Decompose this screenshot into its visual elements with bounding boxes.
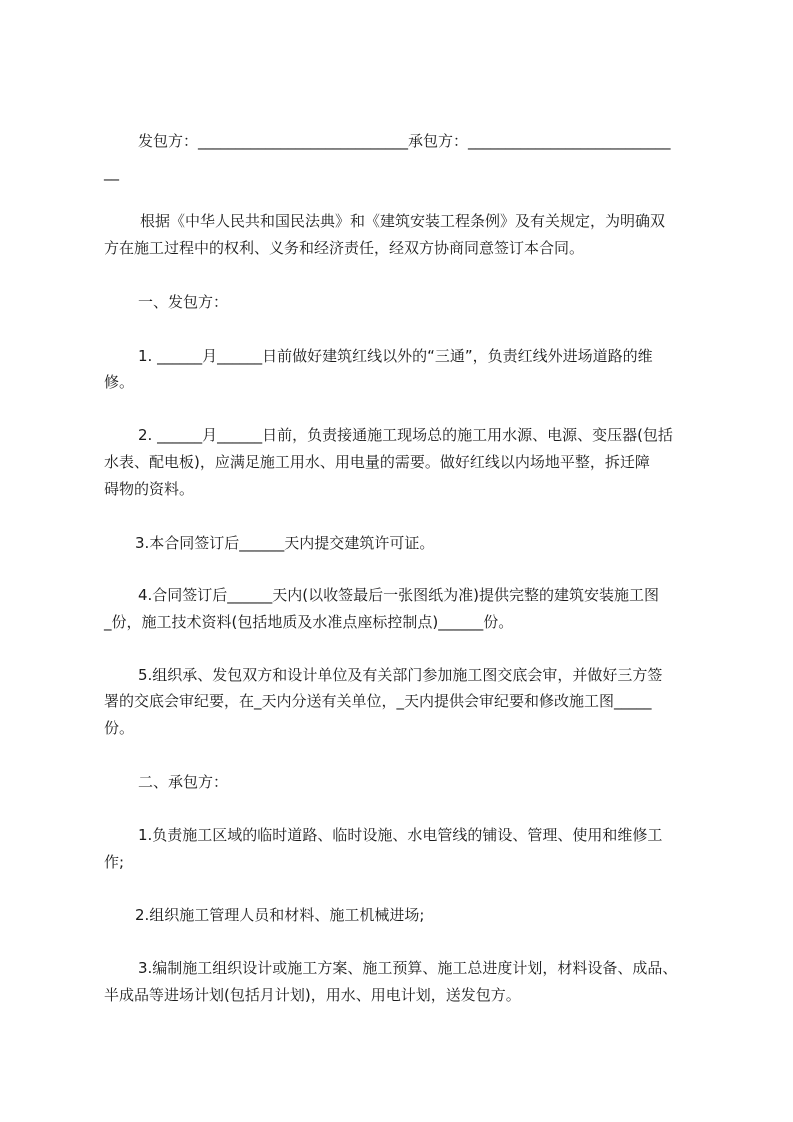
parties-line: 发包方：____________________________承包方：___________________________ — [138, 132, 671, 150]
contractor-item-3-line-1: 3.编制施工组织设计或施工方案、施工预算、施工总进度计划，材料设备、成品、 — [138, 959, 678, 977]
employer-item-3-line-1: 3.本合同签订后______天内提交建筑许可证。 — [135, 534, 435, 552]
employer-item-2-line-3: 碍物的资料。 — [104, 480, 195, 498]
employer-item-4-line-2: _份，施工技术资料(包括地质及水准点座标控制点)______份。 — [104, 613, 514, 631]
employer-item-5-line-1: 5.组织承、发包双方和设计单位及有关部门参加施工图交底会审，并做好三方签 — [138, 666, 663, 684]
employer-item-2-line-1: 2. ______月______日前，负责接通施工现场总的施工用水源、电源、变压器(包括 — [138, 426, 673, 444]
employer-item-5-line-3: 份。 — [104, 719, 135, 737]
intro-paragraph-line-2: 方在施工过程中的权利、义务和经济责任，经双方协商同意签订本合同。 — [104, 239, 585, 257]
employer-item-2-line-2: 水表、配电板)，应满足施工用水、用电量的需要。做好红线以内场地平整，拆迁障 — [104, 453, 650, 471]
contractor-item-1-line-2: 作; — [104, 853, 125, 871]
employer-item-4-line-1: 4.合同签订后______天内(以收签最后一张图纸为准)提供完整的建筑安装施工图 — [138, 586, 660, 604]
contractor-item-1-line-1: 1.负责施工区域的临时道路、临时设施、水电管线的铺设、管理、使用和维修工 — [138, 826, 663, 844]
contractor-item-2-line-1: 2.组织施工管理人员和材料、施工机械进场; — [135, 906, 425, 924]
employer-item-1-line-2: 修。 — [104, 373, 135, 391]
parties-line-continuation: __ — [104, 163, 119, 181]
employer-item-5-line-2: 署的交底会审纪要，在_天内分送有关单位，_天内提供会审纪要和修改施工图_____ — [104, 692, 652, 710]
contractor-item-3-line-2: 半成品等进场计划(包括月计划)，用水、用电计划，送发包方。 — [104, 986, 521, 1004]
employer-item-1-line-1: 1. ______月______日前做好建筑红线以外的“三通”，负责红线外进场道路的维 — [138, 347, 653, 365]
intro-paragraph-line-1: 根据《中华人民共和国民法典》和《建筑安装工程条例》及有关规定，为明确双 — [140, 212, 666, 230]
section-heading-employer: 一、发包方： — [138, 293, 229, 311]
section-heading-contractor: 二、承包方： — [138, 773, 229, 791]
